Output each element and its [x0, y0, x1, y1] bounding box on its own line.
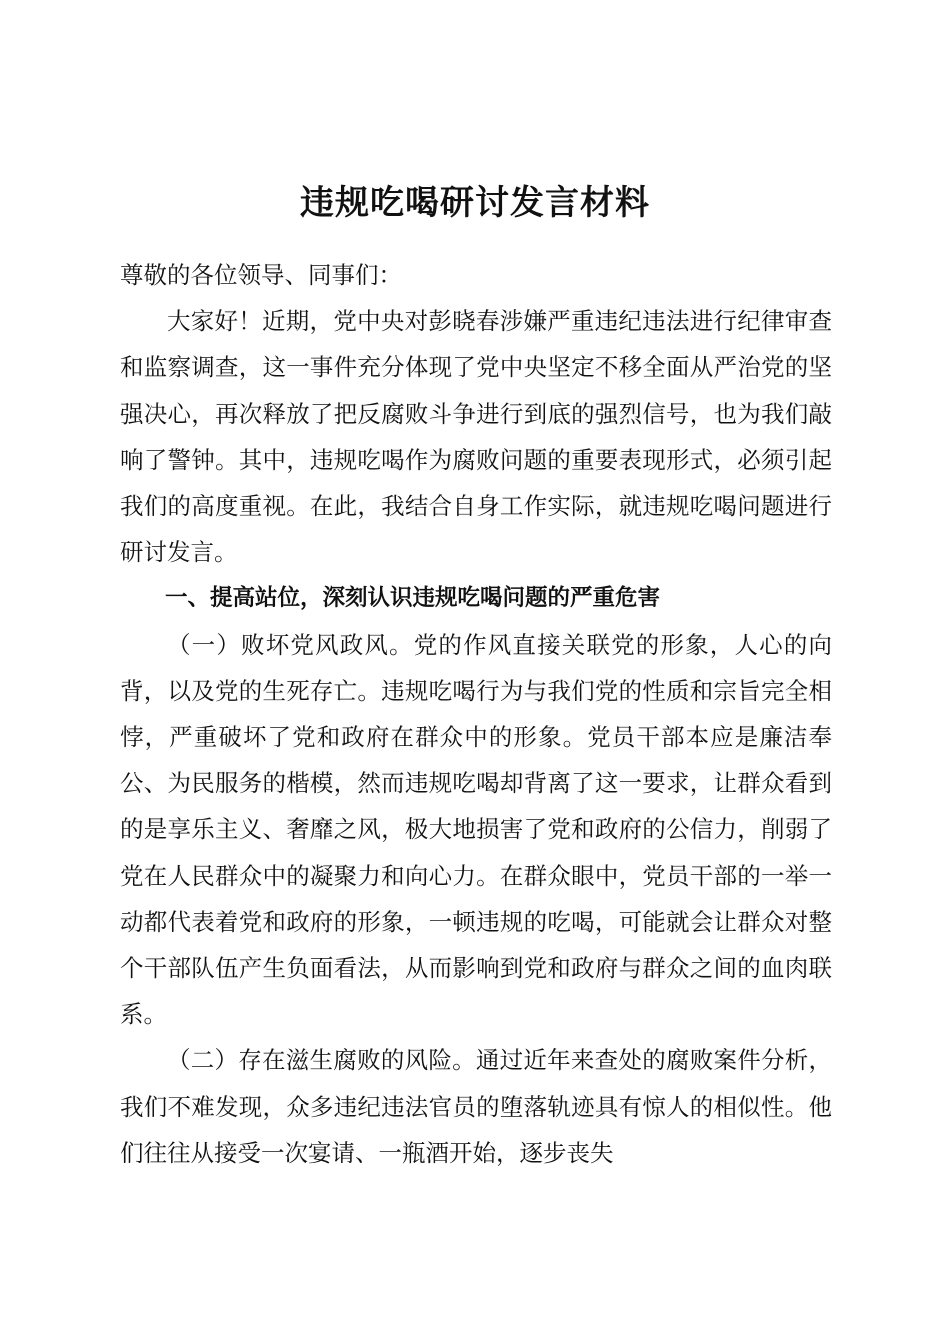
- paragraph-point-2: [120, 1037, 832, 1176]
- point-1-label: （一）败坏党风政风。: [167, 630, 414, 659]
- point-2-text: 通过近年来查处的腐败案件分析，我们不难发现，众多违纪违法官员的堕落轨迹具有惊人的相似性。他们往往从接受一次宴请、一瓶酒开始，逐步丧失: [120, 1046, 833, 1167]
- salutation: 尊敬的各位领导、同事们：: [120, 261, 402, 289]
- document-body: [120, 252, 832, 1176]
- point-1-text: 党的作风直接关联党的形象，人心的向背，以及党的生死存亡。违规吃喝行为与我们党的性质和宗旨完全相悖，严重破坏了党和政府在群众中的形象。党员干部本应是廉洁奉公、为民服务的楷模，然而违规吃喝却背离了这一要求，让群众看到的是享乐主义、奢靡之风，极大地损害了党和政府的公信力，削弱了党在人民群众中的凝聚力和向心力。在群众眼中，党员干部的一举一动都代表着党和政府的形象，一顿违规的吃喝，可能就会让群众对整个干部队伍产生负面看法，从而影响到党和政府与群众之间的血肉联系。: [120, 630, 833, 1029]
- paragraph-point-1: [120, 622, 832, 1038]
- intro-paragraph: 大家好！近期，党中央对彭晓春涉嫌严重违纪违法进行纪律审查和监察调查，这一事件充分体现了党中央坚定不移全面从严治党的坚强决心，再次释放了把反腐败斗争进行到底的强烈信号，也为我们敲响了警钟。其中，违规吃喝作为腐败问题的重要表现形式，必须引起我们的高度重视。在此，我结合自身工作实际，就违规吃喝问题进行研讨发言。: [120, 307, 832, 567]
- section-heading-1: 一、提高站位，深刻认识违规吃喝问题的严重危害: [165, 585, 661, 612]
- document-title: 违规吃喝研讨发言材料: [300, 183, 650, 223]
- point-2-label: （二）存在滋生腐败的风险。: [167, 1046, 476, 1075]
